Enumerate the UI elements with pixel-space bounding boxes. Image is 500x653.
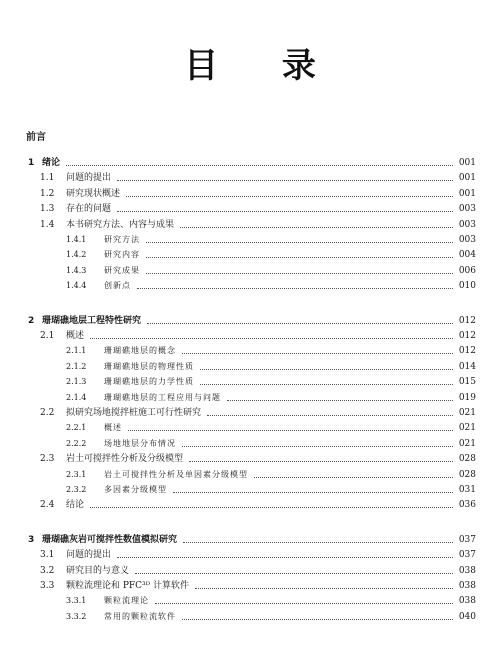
toc-entry-title: 颗粒流理论 xyxy=(104,596,149,606)
toc-leader-dots xyxy=(117,210,453,212)
toc-entry-title: 珊瑚礁地层的物理性质 xyxy=(104,361,194,371)
toc-entry xyxy=(0,279,500,293)
toc-entry-number: 1.1 xyxy=(40,173,55,184)
toc-entry-title: 本书研究方法、内容与成果 xyxy=(66,219,175,230)
toc-entry-page: 037 xyxy=(458,534,476,545)
toc-entry-title: 结论 xyxy=(66,500,85,511)
toc-leader-dots xyxy=(135,572,453,574)
toc-entry-number: 2.1.2 xyxy=(66,361,87,371)
toc-entry-title: 研究内容 xyxy=(104,250,140,260)
toc-leader-dots xyxy=(117,556,453,558)
toc-leader-dots xyxy=(195,587,453,589)
toc-leader-dots xyxy=(155,602,453,604)
toc-entry-title: 概述 xyxy=(66,331,85,341)
toc-entry xyxy=(0,344,500,358)
toc-entry-page: 019 xyxy=(458,392,476,403)
toc-entry-number: 2.2 xyxy=(40,408,55,418)
toc-entry-number: 1.2 xyxy=(40,188,55,199)
toc-entry-page: 038 xyxy=(458,581,476,591)
toc-entry xyxy=(0,437,500,451)
toc-entry-page: 012 xyxy=(458,315,476,326)
toc-entry-page: 021 xyxy=(458,438,476,449)
toc-leader-dots xyxy=(147,322,453,324)
toc-leader-dots xyxy=(254,476,453,478)
toc-entry-number: 2.2.1 xyxy=(66,423,87,433)
toc-entry-page: 004 xyxy=(458,250,476,261)
toc-entry xyxy=(0,218,500,232)
toc-entry xyxy=(0,360,500,374)
toc-entry-title: 岩土可搅拌性分析及单因素分级模型 xyxy=(104,469,248,479)
toc-entry-title: 拟研究场地搅拌桩施工可行性研究 xyxy=(66,408,202,418)
toc-entry-title: 研究目的与意义 xyxy=(66,565,130,576)
toc-entry-number: 1.4 xyxy=(40,219,55,230)
toc-leader-dots xyxy=(146,241,453,243)
toc-entry xyxy=(0,548,500,562)
toc-entry-page: 012 xyxy=(458,331,476,341)
toc-entry-title: 研究方法 xyxy=(104,235,140,244)
toc-entry-number: 2.3.1 xyxy=(66,469,87,479)
toc-entry-page: 028 xyxy=(458,469,476,480)
preface-heading: 前言 xyxy=(26,132,46,143)
toc-entry xyxy=(0,452,500,466)
toc-entry-number: 3.3 xyxy=(40,581,55,591)
toc-entry-number: 2.1.1 xyxy=(66,346,87,356)
toc-entry-number: 1.4.4 xyxy=(66,281,87,291)
toc-entry-number: 1.3 xyxy=(40,204,55,215)
toc-entry-number: 2 xyxy=(28,315,35,326)
toc-entry-page: 003 xyxy=(458,219,476,230)
toc-entry-page: 037 xyxy=(458,550,476,561)
toc-entry-page: 040 xyxy=(458,611,476,622)
toc-entry-number: 2.3.2 xyxy=(66,485,87,494)
toc-entry xyxy=(0,187,500,201)
toc-entry-title: 珊瑚礁地层的工程应用与问题 xyxy=(104,392,221,402)
toc-leader-dots xyxy=(146,256,453,258)
toc-leader-dots xyxy=(189,460,453,462)
toc-leader-dots xyxy=(180,226,453,228)
toc-entry-page: 015 xyxy=(458,377,476,388)
toc-leader-dots xyxy=(137,287,453,289)
toc-entry-page: 010 xyxy=(458,281,476,292)
toc-entry-title: 创新点 xyxy=(104,281,131,291)
toc-entry-number: 1 xyxy=(28,158,35,168)
toc-entry-title: 多因素分级模型 xyxy=(104,485,167,494)
toc-leader-dots xyxy=(90,506,453,508)
toc-entry-page: 031 xyxy=(458,485,476,495)
toc-entry xyxy=(0,156,500,170)
toc-entry-page: 038 xyxy=(458,596,476,607)
toc-entry-page: 021 xyxy=(458,408,476,418)
toc-entry xyxy=(0,233,500,247)
toc-entry-title: 研究成果 xyxy=(104,265,140,275)
toc-entry-page: 001 xyxy=(458,188,476,199)
toc-leader-dots xyxy=(227,399,453,401)
toc-leader-dots xyxy=(182,445,453,447)
toc-entry-number: 2.1 xyxy=(40,331,55,341)
toc-entry-page: 038 xyxy=(458,565,476,576)
toc-entry-page: 003 xyxy=(458,235,476,245)
toc-entry xyxy=(0,264,500,278)
toc-entry-number: 1.4.1 xyxy=(66,235,87,244)
toc-leader-dots xyxy=(200,383,453,385)
toc-entry-page: 036 xyxy=(458,500,476,511)
toc-entry-title: 概述 xyxy=(104,423,122,433)
toc-entry xyxy=(0,375,500,389)
toc-entry-title: 问题的提出 xyxy=(66,173,112,184)
toc-entry-page: 006 xyxy=(458,265,476,276)
toc-leader-dots xyxy=(128,429,453,431)
toc-leader-dots xyxy=(173,491,453,493)
toc-entry-title: 珊瑚礁灰岩可搅拌性数值模拟研究 xyxy=(42,534,178,545)
toc-entry-number: 3.3.1 xyxy=(66,596,87,606)
toc-entry-number: 2.4 xyxy=(40,500,55,511)
toc-entry-title: 颗粒流理论和 PFC³ᴰ 计算软件 xyxy=(66,581,190,591)
toc-entry xyxy=(0,498,500,512)
toc-entry xyxy=(0,421,500,435)
toc-entry-title: 珊瑚礁地层的概念 xyxy=(104,346,176,356)
toc-entry-number: 2.2.2 xyxy=(66,438,87,448)
toc-entry-number: 2.1.3 xyxy=(66,377,87,387)
toc-entry-number: 2.1.4 xyxy=(66,392,87,402)
page-title: 目 录 xyxy=(184,46,342,86)
toc-entry xyxy=(0,483,500,497)
toc-entry xyxy=(0,594,500,608)
toc-leader-dots xyxy=(90,337,453,339)
toc-entry-number: 3.3.2 xyxy=(66,611,87,621)
toc-entry-number: 1.4.2 xyxy=(66,250,87,260)
toc-entry-page: 021 xyxy=(458,423,476,434)
toc-entry-title: 场地地层分布情况 xyxy=(104,438,176,448)
toc-entry xyxy=(0,533,500,547)
toc-entry-title: 问题的提出 xyxy=(66,550,112,561)
toc-entry-page: 028 xyxy=(458,454,476,465)
toc-leader-dots xyxy=(117,179,453,181)
toc-entry-number: 3 xyxy=(28,534,35,545)
toc-entry-title: 研究现状概述 xyxy=(66,188,121,199)
toc-leader-dots xyxy=(183,541,453,543)
toc-leader-dots xyxy=(200,368,453,370)
toc-entry-title: 岩土可搅拌性分析及分级模型 xyxy=(66,454,184,465)
toc-entry-title: 绪论 xyxy=(42,158,61,168)
toc-entry-number: 2.3 xyxy=(40,454,55,465)
toc-entry-title: 常用的颗粒流软件 xyxy=(104,611,176,621)
toc-leader-dots xyxy=(126,195,453,197)
toc-entry xyxy=(0,329,500,343)
toc-entry-title: 存在的问题 xyxy=(66,204,112,215)
toc-entry-page: 001 xyxy=(458,173,476,184)
toc-leader-dots xyxy=(182,352,453,354)
toc-entry xyxy=(0,610,500,624)
toc-entry-page: 001 xyxy=(458,158,476,168)
toc-entry xyxy=(0,248,500,262)
toc-entry xyxy=(0,171,500,185)
toc-leader-dots xyxy=(146,272,453,274)
toc-entry xyxy=(0,314,500,328)
toc-leader-dots xyxy=(182,618,453,620)
toc-entry-number: 3.2 xyxy=(40,565,55,576)
toc-entry-page: 003 xyxy=(458,204,476,215)
toc-entry xyxy=(0,406,500,420)
toc-entry xyxy=(0,202,500,216)
toc-entry-title: 珊瑚礁地层工程特性研究 xyxy=(42,315,142,326)
toc-entry-number: 1.4.3 xyxy=(66,265,87,275)
toc-leader-dots xyxy=(207,414,453,416)
toc-entry xyxy=(0,391,500,405)
toc-leader-dots xyxy=(66,164,453,166)
toc-entry xyxy=(0,564,500,578)
toc-entry-number: 3.1 xyxy=(40,550,55,561)
toc-entry-page: 014 xyxy=(458,361,476,372)
toc-entry xyxy=(0,468,500,482)
toc-entry xyxy=(0,579,500,593)
toc-entry-page: 012 xyxy=(458,346,476,357)
toc-entry-title: 珊瑚礁地层的力学性质 xyxy=(104,377,194,387)
